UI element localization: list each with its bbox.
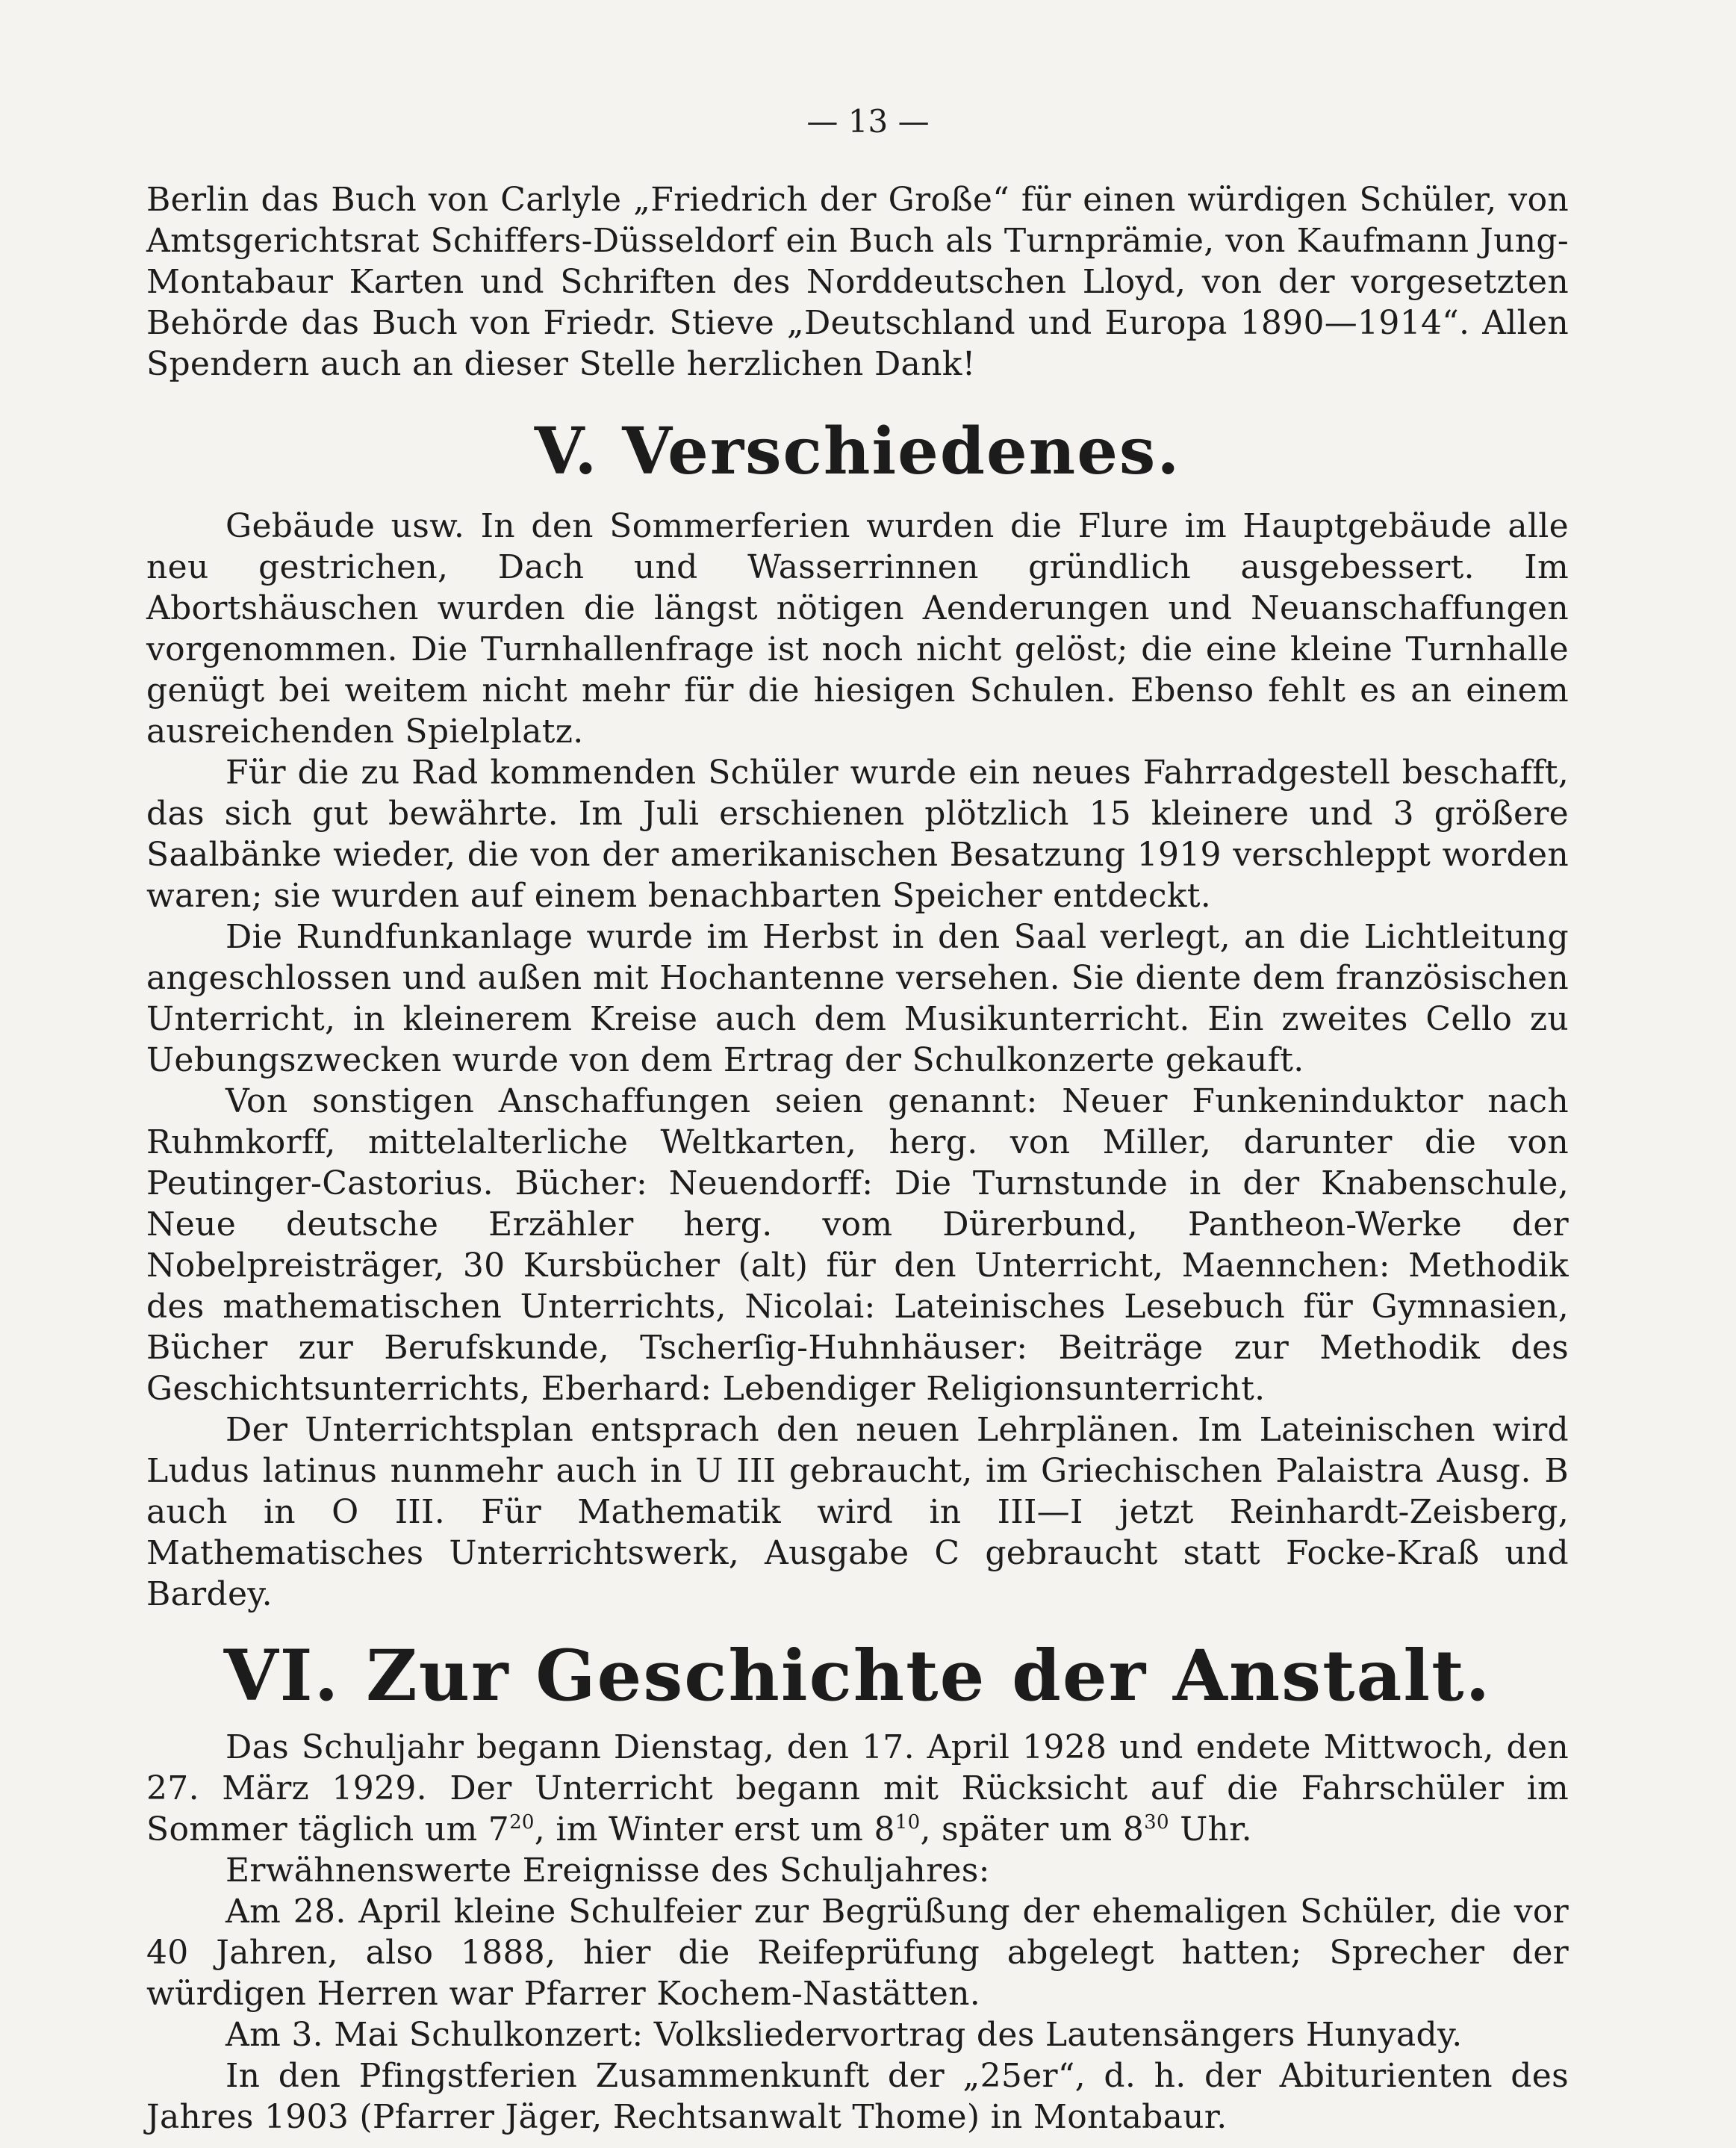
time-superscript-summer: 20: [509, 1811, 535, 1834]
section-heading-geschichte: VI. Zur Geschichte der Anstalt.: [223, 1635, 1492, 1717]
paragraph-curriculum: Der Unterrichtsplan entsprach den neuen Lehrplänen. Im Lateinischen wird Ludus latinus nunmehr auch in U III gebraucht, im Griechischen Palaistra Ausg. B auch in O III. Für Mathematik wird in III—I jetzt Reinhardt-Zeisberg, Mathematisches Unterrichtswerk, Ausgabe C gebraucht statt Focke-Kraß und Bardey.: [146, 1411, 1569, 1613]
paragraph-event-concert: Am 3. Mai Schulkonzert: Volksliedervortrag des Lautensängers Hunyady.: [225, 2016, 1463, 2054]
time-superscript-winter: 10: [895, 1811, 921, 1834]
section-heading-verschiedenes: V. Verschiedenes.: [534, 414, 1181, 489]
school-year-text-b: , im Winter erst um 8: [534, 1810, 895, 1849]
paragraph-events-intro: Erwähnenswerte Ereignisse des Schuljahres:: [225, 1851, 990, 1890]
page-number: — 13 —: [806, 103, 930, 140]
paragraph-bicycle-rack: Für die zu Rad kommenden Schüler wurde ein neues Fahrradgestell beschafft, das sich gut bewährte. Im Juli erschienen plötzlich 15 kleinere und 3 größere Saalbänke wieder, die von der amerikanischen Besatzung 1919 verschleppt worden waren; sie wurden auf einem benachbarten Speicher entdeckt.: [146, 754, 1569, 915]
page-body: [146, 179, 1569, 2138]
paragraph-donations: Berlin das Buch von Carlyle „Friedrich der Große“ für einen würdigen Schüler, von Amtsgerichtsrat Schiffers-Düsseldorf ein Buch als Turnprämie, von Kaufmann Jung-Montabaur Karten und Schriften des Norddeutschen Lloyd, von der vorgesetzten Behörde das Buch von Friedr. Stieve „Deutschland und Europa 1890—1914“. Allen Spendern auch an dieser Stelle herzlichen Dank!: [146, 181, 1569, 383]
paragraph-radio: Die Rundfunkanlage wurde im Herbst in den Saal verlegt, an die Lichtleitung angeschlossen und außen mit Hochantenne versehen. Sie diente dem französischen Unterricht, in kleinerem Kreise auch dem Musikunterricht. Ein zweites Cello zu Uebungszwecken wurde von dem Ertrag der Schulkonzerte gekauft.: [146, 918, 1569, 1079]
paragraph-buildings: Gebäude usw. In den Sommerferien wurden die Flure im Hauptgebäude alle neu gestrichen, Dach und Wasserrinnen gründlich ausgebessert. Im Abortshäuschen wurden die längst nötigen Aenderungen und Neuanschaffungen vorgenommen. Die Turnhallenfrage ist noch nicht gelöst; die eine kleine Turnhalle genügt bei weitem nicht mehr für die hiesigen Schulen. Ebenso fehlt es an einem ausreichenden Spielplatz.: [146, 507, 1569, 751]
school-year-text-c: , später um 8: [920, 1810, 1145, 1849]
paragraph-acquisitions: Von sonstigen Anschaffungen seien genannt: Neuer Funkeninduktor nach Ruhmkorff, mittelalterliche Weltkarten, herg. von Miller, darunter die von Peutinger-Castorius. Bücher: Neuendorff: Die Turnstunde in der Knabenschule, Neue deutsche Erzähler herg. vom Dürerbund, Pantheon-Werke der Nobelpreisträger, 30 Kursbücher (alt) für den Unterricht, Maennchen: Methodik des mathematischen Unterrichts, Nicolai: Lateinisches Lesebuch für Gymnasien, Bücher zur Berufskunde, Tscherſig-Huhnhäuser: Beiträge zur Methodik des Geschichtsunterrichts, Eberhard: Lebendiger Religionsunterricht.: [146, 1082, 1569, 1408]
paragraph-event-reunion: Am 28. April kleine Schulfeier zur Begrüßung der ehemaligen Schüler, die vor 40 Jahren, also 1888, hier die Reifeprüfung abgelegt hatten; Sprecher der würdigen Herren war Pfarrer Kochem-Nastätten.: [146, 1893, 1569, 2013]
paragraph-event-pentecost: In den Pfingstferien Zusammenkunft der „25er“, d. h. der Abiturienten des Jahres 1903 (Pfarrer Jäger, Rechtsanwalt Thome) in Montabaur.: [146, 2057, 1569, 2136]
time-superscript-later: 30: [1144, 1811, 1169, 1834]
paragraph-school-year: [146, 1727, 1569, 1850]
school-year-text-a: Das Schuljahr begann Dienstag, den 17. April 1928 und endete Mittwoch, den 27. März 1929. Der Unterricht begann mit Rücksicht auf die Fahrschüler im Sommer täglich um 7: [146, 1728, 1569, 1849]
school-year-text-d: Uhr.: [1169, 1810, 1252, 1849]
